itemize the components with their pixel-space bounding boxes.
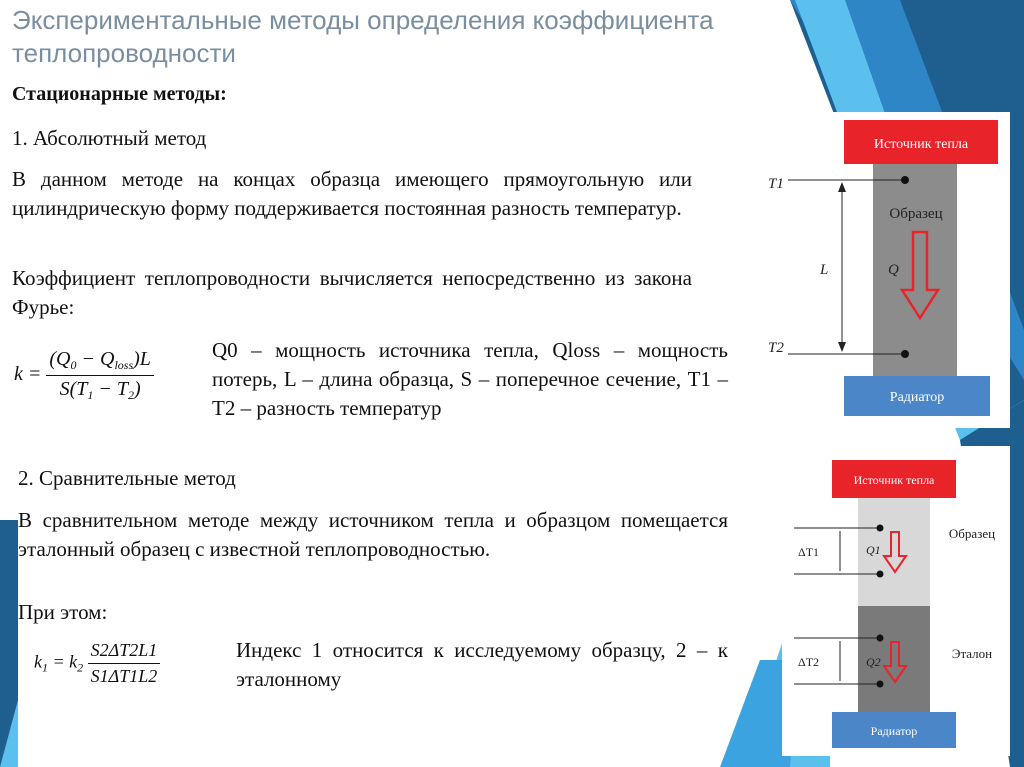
dt2-point-bottom <box>877 681 884 688</box>
t1-label: T1 <box>768 176 784 192</box>
dt2-label: ΔT2 <box>798 655 820 669</box>
method1-paragraph1: В данном методе на концах образца имеющего прямоугольную или цилиндрическую форму поддерживается постоянная разность температур. <box>12 167 692 220</box>
heat-source2-label: Источник тепла <box>853 473 935 487</box>
length-arrow-bottom <box>838 342 846 352</box>
dt1-point-bottom <box>877 571 884 578</box>
radiator2-label: Радиатор <box>870 724 918 738</box>
heat-source-label: Источник тепла <box>873 137 969 152</box>
dt1-point-top <box>877 525 884 532</box>
sample-label: Образец <box>889 206 943 222</box>
dt2-point-top <box>877 635 884 642</box>
heat-flow-label: Q <box>888 262 899 278</box>
sample-column <box>873 152 957 382</box>
method2-explanation: Индекс 1 относится к исследуемому образцу, 2 – к эталонному <box>236 638 728 691</box>
method2-formula: $k_1 = k_2$ $\frac{S2\Delta T2L1}{S1\Delta T1L2}$ <box>34 640 160 687</box>
method2-heading: 2. Сравнительные метод <box>18 466 236 490</box>
length-label: L <box>820 262 829 278</box>
radiator-label: Радиатор <box>889 390 945 405</box>
t1-point <box>901 176 909 184</box>
method2-paragraph1: В сравнительном методе между источником тепла и образцом помещается эталонный образец с известной теплопроводностью. <box>18 508 728 561</box>
sample2-label: Образец <box>948 526 996 541</box>
section-subtitle: Стационарные методы: <box>12 83 227 105</box>
slide-title: Экспериментальные методы определения коэффициента теплопроводности <box>12 5 714 68</box>
length-arrow-top <box>838 182 846 192</box>
q1-label: Q1 <box>866 543 881 557</box>
dt1-label: ΔT1 <box>798 545 820 559</box>
reference-label: Эталон <box>951 646 993 661</box>
figure2-svg <box>782 446 1010 756</box>
formula2-denominator: S1ΔT1L2 <box>90 666 158 686</box>
formula2-fraction <box>88 640 161 687</box>
formula-numerator: $(Q_0 - Q_{loss})L$ <box>46 348 154 376</box>
formula-lhs: k = <box>14 363 42 386</box>
formula2-numerator: S2ΔT2L1 <box>88 640 161 664</box>
t2-point <box>901 350 909 358</box>
q2-label: Q2 <box>866 655 881 669</box>
method1-explanation: Q0 – мощность источника тепла, Qloss – мощность потерь, L – длина образца, S – поперечное сечение, T1 – T2 – разность температур <box>212 338 728 420</box>
method1-heading: 1. Абсолютный метод <box>12 126 207 150</box>
method1-formula <box>14 348 154 403</box>
figure-absolute-method <box>748 112 1010 428</box>
figure-comparative-method <box>782 446 1010 756</box>
method1-paragraph2: Коэффициент теплопроводности вычисляется непосредственно из закона Фурье: <box>12 266 692 319</box>
method2-paragraph2: При этом: <box>18 600 108 624</box>
figure1-svg <box>748 112 1010 428</box>
formula-denominator: $S(T_1 - T_2)$ <box>59 378 141 402</box>
formula-fraction <box>46 348 154 403</box>
t2-label: T2 <box>768 340 784 356</box>
